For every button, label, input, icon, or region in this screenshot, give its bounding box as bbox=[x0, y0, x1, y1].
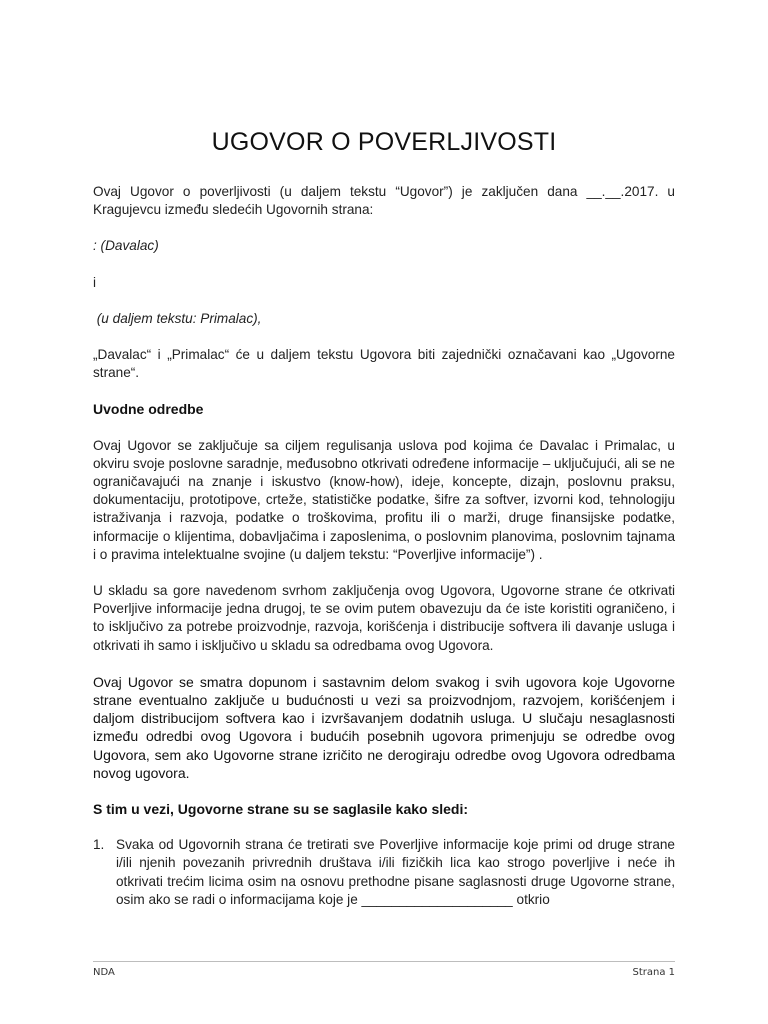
paragraph-supplement: Ovaj Ugovor se smatra dopunom i sastavnim delom svakog i svih ugovora koje Ugovorne strane eventualno zaključe u budućnosti u vezi sa proizvodnjom, razvojem, korišćenjem i daljom distribucijom softvera kao i izvršavanjem dodatnih usluga. U slučaju nesaglasnosti između odredbi ovog Ugovora i budućih posebnih ugovora primenjuju se odredbe ovog Ugovora, sem ako Ugovorne strane izričito ne derogiraju odredbe ovog Ugovora odredbama novog ugovora. bbox=[93, 673, 675, 781]
intro-paragraph: Ovaj Ugovor o poverljivosti (u daljem tekstu “Ugovor”) je zaključen dana __.__.2017. u Kragujevcu između sledećih Ugovornih strana: bbox=[93, 184, 675, 218]
paragraph-purpose: Ovaj Ugovor se zaključuje sa ciljem regulisanja uslova pod kojima će Davalac i Primalac, u okviru svoje poslovne saradnje, međusobno otkrivati određene informacije – uključujući, ali se ne ograničavajući na znanje i iskustvo (know-how), ideje, koncepte, dizajn, poslovnu praksu, dokumentaciju, prototipove, crteže, statističke podatke, šifre za softver, izvorni kod, tehnologiju istraživanja i razvoja, podatke o troškovima, profitu ili o marži, druge finansijske podatke, informacije o klijentima, dobavljačima i zaposlenima, o poslovnim planovima, poslovnim tajnama i o pravima intelektualne svojine (u daljem tekstu: “Poverljive informacije”) . bbox=[93, 437, 675, 562]
party-primalac: (u daljem tekstu: Primalac), bbox=[93, 310, 262, 326]
document-body bbox=[93, 183, 675, 909]
footer-page-number: Strana 1 bbox=[632, 967, 675, 978]
footer-doc-label: NDA bbox=[93, 967, 115, 978]
conjunction-text: i bbox=[93, 274, 97, 290]
paragraph-usage: U skladu sa gore navedenom svrhom zaključenja ovog Ugovora, Ugovorne strane će otkrivati Poverljive informacije jedna drugoj, te se ovim putem obavezuju da će iste koristiti ograničeno, i to isključivo za potrebe proizvodnje, razvoja, korišćenja i distribucije softvera ili davanje usluga i otkrivati ih samo i isključivo u skladu sa odredbama ovog Ugovora. bbox=[93, 583, 675, 653]
footer-divider bbox=[93, 961, 675, 962]
parties-note: „Davalac“ i „Primalac“ će u daljem tekstu Ugovora biti zajednički označavani kao „Ugovorne strane“. bbox=[93, 347, 675, 381]
list-item bbox=[93, 836, 675, 909]
document-title: UGOVOR O POVERLJIVOSTI bbox=[211, 128, 557, 156]
section-heading-uvodne: Uvodne odredbe bbox=[93, 401, 204, 418]
agreement-heading: S tim u vezi, Ugovorne strane su se saglasile kako sledi: bbox=[93, 801, 469, 818]
list-item-text: Svaka od Ugovornih strana će tretirati sve Poverljive informacije koje primi od druge strane i/ili njenih povezanih privrednih društava i/ili fizičkih lica kao strogo poverljive i neće ih otkrivati trećim licima osim na osnovu prethodne pisane saglasnosti druge Ugovorne strane, osim ako se radi o informacijama koje je ____________________ otkrio bbox=[116, 837, 675, 907]
party-davalac: : (Davalac) bbox=[93, 238, 159, 254]
list-item-number: 1. bbox=[93, 837, 105, 853]
